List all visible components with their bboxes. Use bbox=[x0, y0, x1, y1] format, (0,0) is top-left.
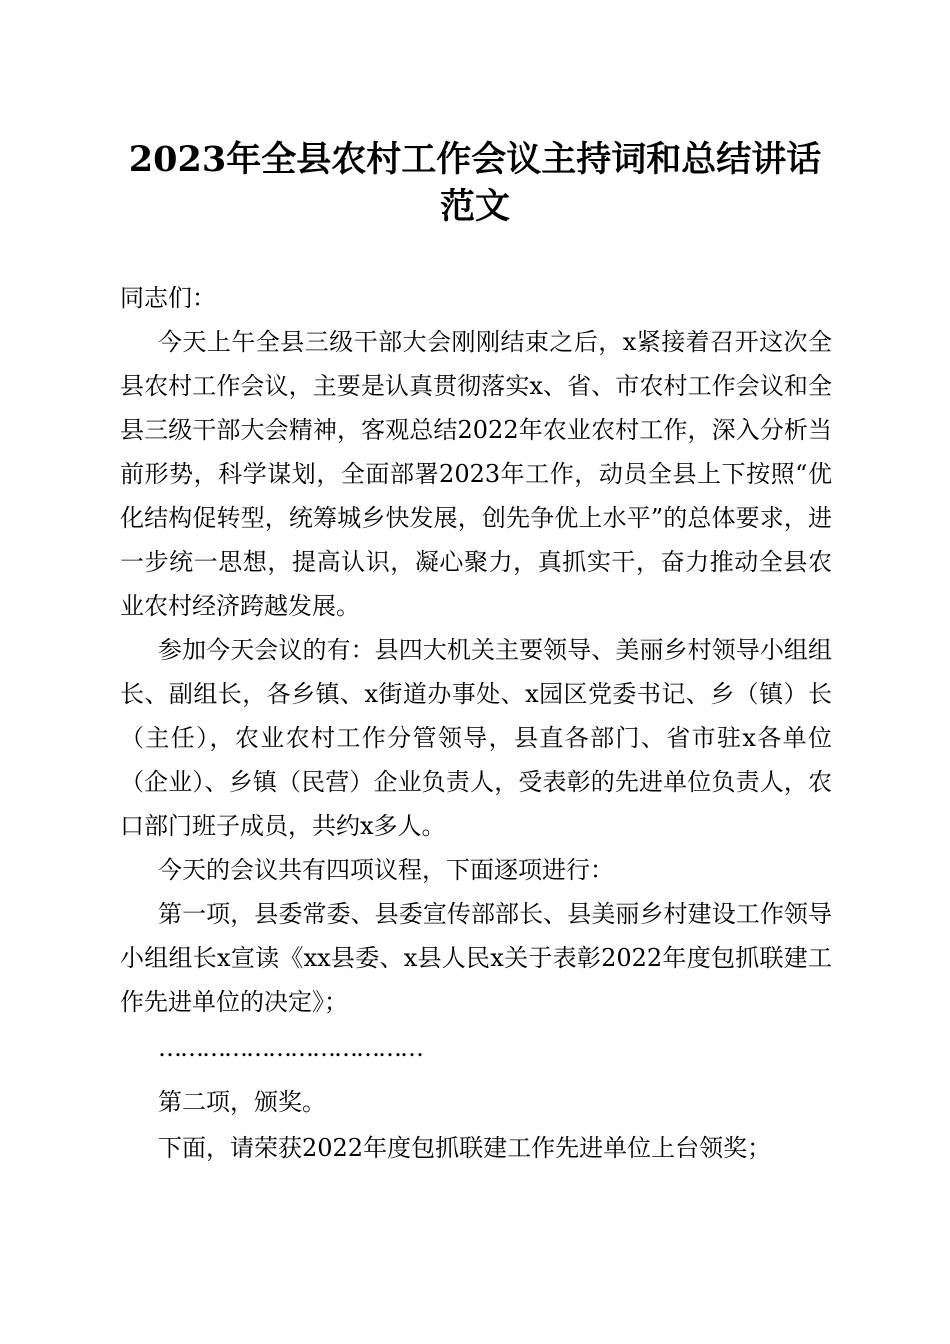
document-title-line-2: 范文 bbox=[439, 186, 510, 227]
ellipsis-divider: ……………………………… bbox=[158, 1034, 422, 1062]
paragraph-award-instruction: 下面，请荣获2022年度包抓联建工作先进单位上台领奖； bbox=[158, 1134, 772, 1162]
document-title-line-1: 2023年全县农村工作会议主持词和总结讲话 bbox=[128, 139, 822, 180]
paragraph-opening: 今天上午全县三级干部大会刚刚结束之后，x紧接着召开这次全县农村工作会议，主要是认真贯彻落实x、省、市农村工作会议和全县三级干部大会精神，客观总结2022年农业农村工作，深入分析当前形势，科学谋划，全面部署2023年工作，动员全县上下按照“优化结构促转型，统筹城乡快发展，创先争优上水平”的总体要求，进一步统一思想，提高认识，凝心聚力，真抓实干，奋力推动全县农业农村经济跨越发展。 bbox=[120, 328, 832, 620]
salutation: 同志们： bbox=[120, 284, 216, 312]
paragraph-agenda-item-2: 第二项，颁奖。 bbox=[158, 1088, 326, 1116]
paragraph-agenda-item-1: 第一项，县委常委、县委宣传部部长、县美丽乡村建设工作领导小组组长x宣读《xx县委、x县人民x关于表彰2022年度包抓联建工作先进单位的决定》； bbox=[120, 900, 832, 1016]
paragraph-agenda-intro: 今天的会议共有四项议程，下面逐项进行： bbox=[158, 856, 614, 884]
paragraph-attendees: 参加今天会议的有：县四大机关主要领导、美丽乡村领导小组组长、副组长，各乡镇、x街道办事处、x园区党委书记、乡（镇）长（主任），农业农村工作分管领导，县直各部门、省市驻x各单位（企业）、乡镇（民营）企业负责人，受表彰的先进单位负责人，农口部门班子成员，共约x多人。 bbox=[120, 636, 832, 840]
